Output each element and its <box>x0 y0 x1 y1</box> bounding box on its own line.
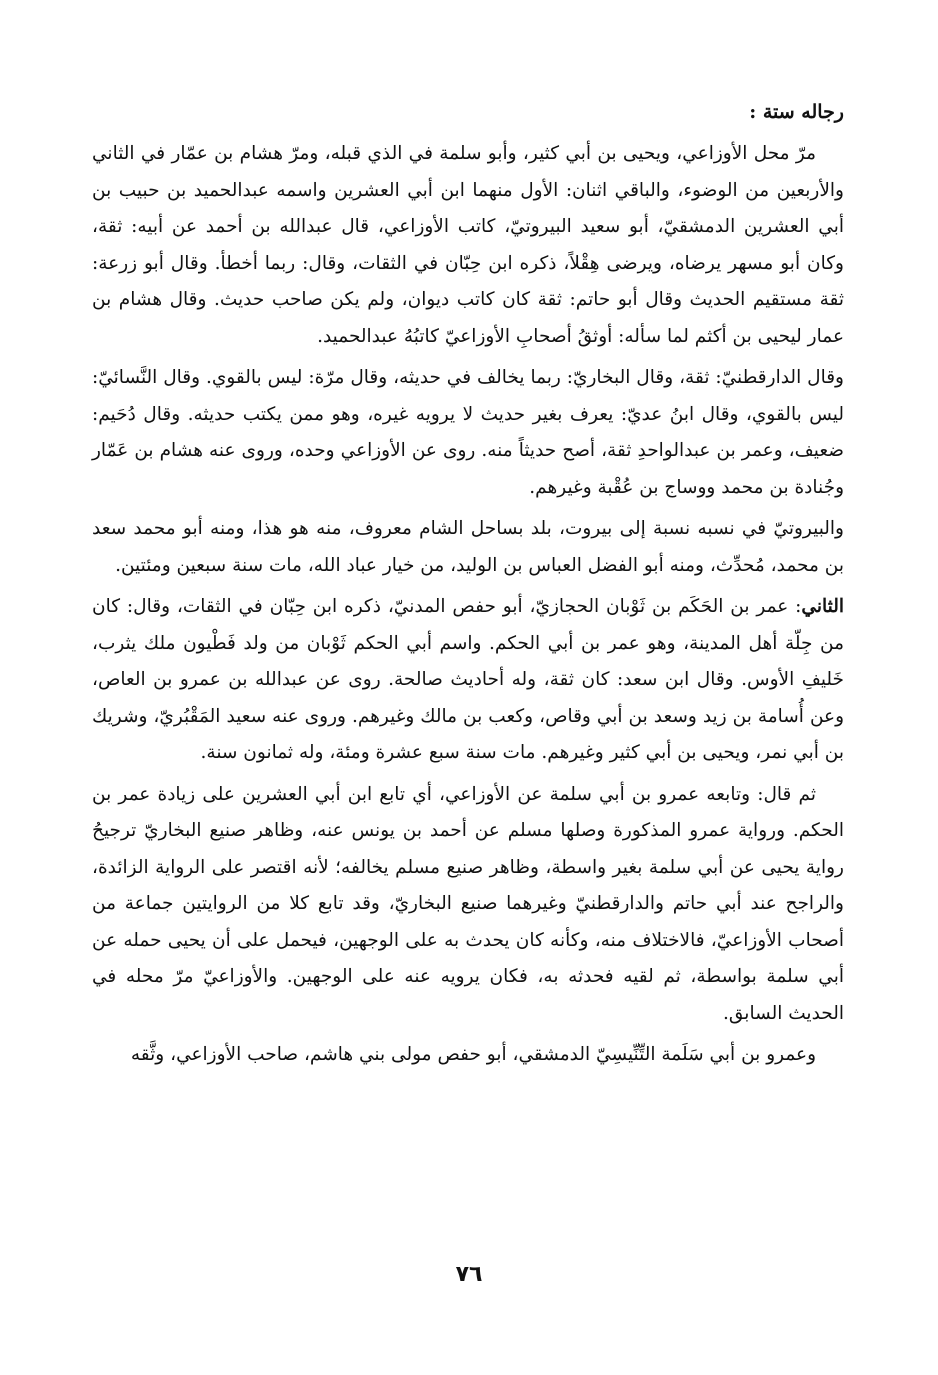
paragraph-amr-tinnisi: وعمرو بن أبي سَلَمة التِّنِّيسِيّ الدمشقي، أبو حفص مولى بني هاشم، صاحب الأوزاعي، وثَّقه <box>130 1044 816 1065</box>
paragraph-beiruti: والبيروتيّ في نسبه نسبة إلى بيروت، بلد بساحل الشام معروف، منه هو هذا، ومنه أبو محمد سعد بن محمد، مُحدِّث، ومنه أبو الفضل العباس بن الوليد، من خيار عباد الله، مات سنة سبعين ومئتين. <box>92 518 844 576</box>
paragraph-lead-second: الثاني <box>801 596 844 617</box>
page-number: ٧٦ <box>455 1262 483 1287</box>
paragraph-narrators-first: مرّ محل الأوزاعي، ويحيى بن أبي كثير، وأبو سلمة في الذي قبله، ومرّ هشام بن عمّار في الثاني والأربعين من الوضوء، والباقي اثنان: الأول منهما ابن أبي العشرين واسمه عبدالحميد بن حبيب بن أبي العشرين الدمشقيّ، أبو سعيد البيروتيّ، كاتب الأوزاعي، قال عبدالله بن أحمد عن أبيه: ثقة، وكان أبو مسهر يرضاه، ويرضى هِقْلاً، ذكره ابن حِبّان في الثقات، وقال: ربما أخطأ. وقال أبو زرعة: ثقة مستقيم الحديث وقال أبو حاتم: ثقة كان كاتب ديوان، ولم يكن صاحب حديث. وقال هشام بن عمار ليحيى بن أكثم لما سأله: أوثقُ أصحابِ الأوزاعيّ كاتبُهُ عبدالحميد. <box>92 143 844 347</box>
paragraph-second-text: : عمر بن الحَكَم بن ثَوْبان الحجازيّ، أبو حفص المدنيّ، ذكره ابن حِبّان في الثقات، وقال: كان من جِلّة أهل المدينة، وهو عمر بن أبي الحكم. واسم أبي الحكم ثَوْبان من ولد فَطْيون ملك يثرب، خَليفِ الأوس. وقال ابن سعد: كان ثقة، وله أحاديث صالحة. روى عن عبدالله بن عمرو بن العاص، وعن أُسامة بن زيد وسعد بن أبي وقاص، وكعب بن مالك وغيرهم. وروى عنه سعيد المَقْبُريّ، وشريك بن أبي نمر، ويحيى بن أبي كثير وغيرهم. مات سنة سبع عشرة ومئة، وله ثمانون سنة. <box>92 596 844 763</box>
document-body <box>92 92 844 1079</box>
paragraph-second-narrator <box>92 589 844 772</box>
paragraph-darqutni: وقال الدارقطنيّ: ثقة، وقال البخاريّ: ربما يخالف في حديثه، وقال مرّة: ليس بالقوي. وقال النَّسائيّ: ليس بالقوي، وقال ابنُ عديّ: يعرف بغير حديث لا يرويه غيره، وهو ممن يكتب حديثه. وقال دُحَيم: ضعيف، وعمر بن عبدالواحدِ ثقة، أصح حديثاً منه. روى عن الأوزاعي وحده، وروى عنه هشام بن عَمّار وجُنادة بن محمد ووساج بن عُقْبة وغيرهم. <box>92 367 844 498</box>
paragraph-follow-up: ثم قال: وتابعه عمرو بن أبي سلمة عن الأوزاعي، أي تابع ابن أبي العشرين على زيادة عمر بن الحكم. ورواية عمرو المذكورة وصلها مسلم عن أحمد بن يونس عنه، وظاهر صنيع البخاريّ ترجيحُ رواية يحيى عن أبي سلمة بغير واسطة، وظاهر صنيع مسلم يخالفه؛ لأنه اقتصر على الرواية الزائدة، والراجح عند أبي حاتم والدارقطنيّ وغيرهما صنيع البخاريّ، وقد تابع كلا من الروايتين جماعة من أصحاب الأوزاعيّ، فالاختلاف منه، وكأنه كان يحدث به على الوجهين، فيحمل على أن يحيى حمله عن أبي سلمة بواسطة، ثم لقيه فحدثه به، فكان يرويه عنه على الوجهين. والأوزاعيّ مرّ محله في الحديث السابق. <box>92 783 844 1024</box>
section-heading: رجاله ستة : <box>749 101 844 123</box>
